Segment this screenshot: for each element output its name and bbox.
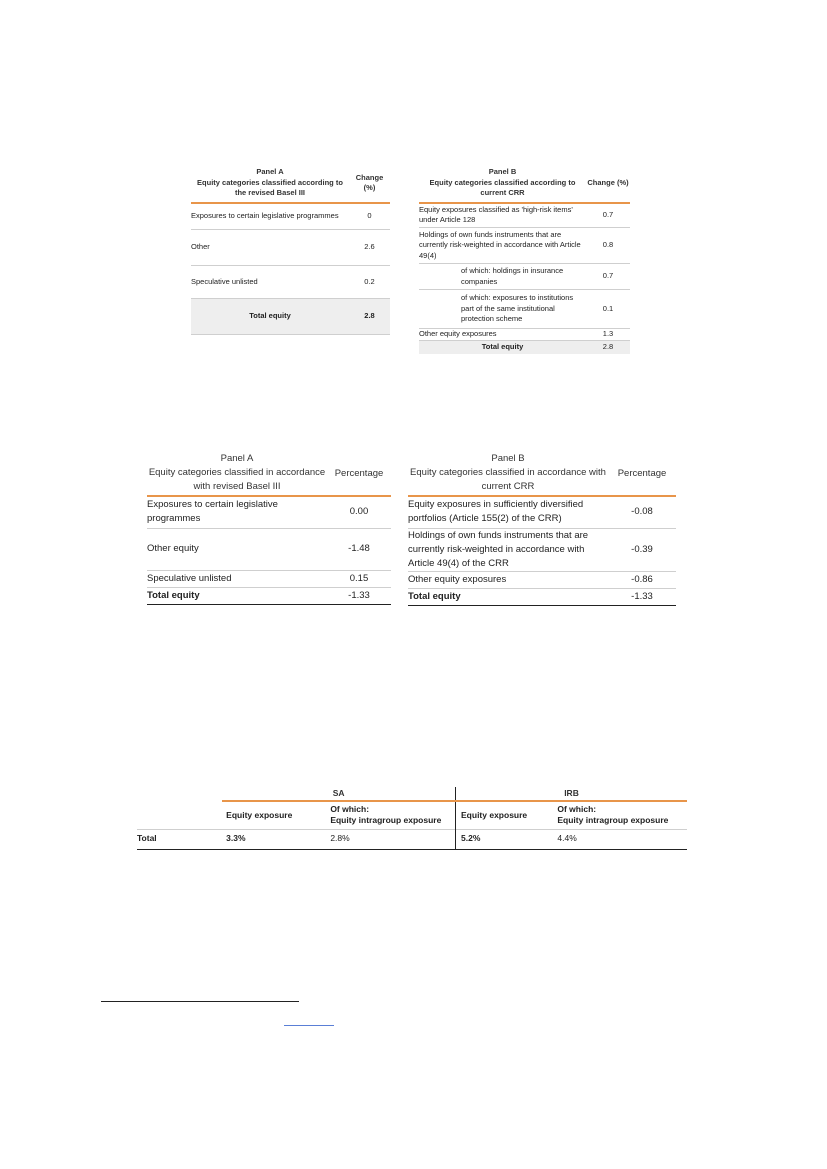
table2-panel-b-total-row [408, 588, 676, 605]
table1-panel-b-row-label: of which: exposures to institutions part of the same institutional protection scheme [419, 290, 586, 329]
table-row [419, 290, 630, 329]
table2-panel-b-title-cell [408, 452, 608, 496]
table3-sa-equity-header: Equity exposure [226, 809, 293, 820]
table1-panel-a-subtitle: Equity categories classified according to the revised Basel III [197, 177, 343, 197]
table2-panel-a-total-row [147, 587, 391, 604]
table-row [191, 203, 390, 230]
table2-panel-a-row-label: Other equity [147, 528, 327, 570]
table3-of-which: Of which: [557, 803, 597, 814]
table1-panel-b-total-value: 2.8 [586, 341, 630, 354]
table1-panel-a-row-label: Exposures to certain legislative programmes [191, 203, 349, 230]
table2-panel-a-row-label: Exposures to certain legislative programmes [147, 496, 327, 528]
table-row [191, 266, 390, 299]
table2-panel-a-total-value: -1.33 [327, 587, 391, 604]
table1-panel-b-change-header: Change (%) [587, 178, 629, 187]
table3-irb-equity-value: 5.2% [456, 829, 558, 849]
table1-panel-b-title-cell [419, 165, 586, 203]
table1-panel-b-row-value: 0.1 [586, 290, 630, 329]
table2-panel-a-subtitle: Equity categories classified in accordance with revised Basel III [148, 467, 326, 492]
table1-panel-a-header [191, 165, 390, 203]
table3-intragroup-label: Equity intragroup exposure [557, 815, 669, 826]
table2-panel-b-total-value: -1.33 [608, 588, 676, 605]
table2-panel-a-row-value: 0.15 [327, 570, 391, 587]
table3-empty-cell [137, 801, 222, 829]
table2-panel-b-row-label: Holdings of own funds instruments that are currently risk-weighted in accordance with Article 49(4) of the CRR [408, 528, 608, 571]
table-row [147, 570, 391, 587]
table-row [408, 528, 676, 571]
table1-panel-b [419, 165, 630, 354]
table1-panel-a-row-label: Speculative unlisted [191, 266, 349, 299]
table1-panel-a-row-value: 2.6 [349, 230, 390, 266]
table-row [419, 228, 630, 264]
table3-irb-intragroup-header [557, 801, 687, 829]
table2-panel-a-title: Panel A [220, 453, 254, 464]
table3-of-which: Of which: [330, 803, 370, 814]
table1-panel-a-total-value: 2.8 [349, 299, 390, 335]
table2-panel-b-title: Panel B [491, 453, 525, 464]
table-row [147, 528, 391, 570]
table3 [137, 787, 687, 850]
table1-panel-b-row-value: 1.3 [586, 329, 630, 341]
table1-panel-b-header [419, 165, 630, 203]
table1-panel-b-total-row [419, 341, 630, 354]
table2-panel-b-pct-header: Percentage [617, 467, 667, 479]
table2-panel-b-row-value: -0.39 [608, 528, 676, 571]
table3-irb-header: IRB [456, 787, 687, 801]
table2-panel-b-row-label: Other equity exposures [408, 571, 608, 588]
table3-sa-intragroup-value: 2.8% [330, 833, 350, 844]
table3-column-header [137, 801, 687, 829]
table3-empty-cell [137, 787, 222, 801]
table1-panel-a-total-row [191, 299, 390, 335]
table1-panel-b-row-value: 0.8 [586, 228, 630, 264]
table1-panel-b-row-value: 0.7 [586, 203, 630, 228]
table2-panel-a-total-label: Total equity [147, 587, 327, 604]
table2-panel-a-pct-header: Percentage [334, 467, 384, 479]
table1-panel-a [191, 165, 390, 335]
table2-panel-b-row-label: Equity exposures in sufficiently diversified portfolios (Article 155(2) of the CRR) [408, 496, 608, 528]
table1-panel-a-title: Panel A [256, 167, 284, 176]
table3-irb-intragroup-value: 4.4% [557, 833, 577, 844]
table2-panel-b-subtitle: Equity categories classified in accordance with current CRR [410, 467, 606, 492]
table1-panel-a-title-cell [191, 165, 349, 203]
table1-panel-b-subtitle: Equity categories classified according to current CRR [429, 177, 576, 197]
table2-panel-b-row-value: -0.08 [608, 496, 676, 528]
table2-panel-b-total-label: Total equity [408, 588, 608, 605]
table1-panel-b-row-label: of which: holdings in insurance companies [419, 264, 586, 290]
table2-panel-a [147, 452, 391, 605]
footnote-separator [101, 1001, 299, 1002]
table1-panel-a-row-value: 0 [349, 203, 390, 230]
table3-sa-header: SA [222, 787, 455, 801]
table-row [419, 264, 630, 290]
table-row [408, 496, 676, 528]
table1-panel-a-change-header: Change (%) [355, 172, 384, 193]
table2-panel-b [408, 452, 676, 606]
table-row [419, 203, 630, 228]
table1-panel-a-row-label: Other [191, 230, 349, 266]
footnote-link[interactable] [284, 1025, 334, 1026]
table1-panel-b-row-label: Other equity exposures [419, 329, 586, 341]
table-row [419, 329, 630, 341]
table2-panel-a-row-value: -1.48 [327, 528, 391, 570]
table2-panel-a-title-cell [147, 452, 327, 496]
table1-panel-b-row-label: Equity exposures classified as 'high-risk items' under Article 128 [419, 203, 586, 228]
table2-panel-a-row-value: 0.00 [327, 496, 391, 528]
table2-panel-a-header [147, 452, 391, 496]
table1-panel-b-row-label: Holdings of own funds instruments that are currently risk-weighted in accordance with Article 49(4) [419, 228, 586, 264]
table1-panel-b-total-label: Total equity [419, 341, 586, 354]
table1-panel-a-row-value: 0.2 [349, 266, 390, 299]
table-row [408, 571, 676, 588]
table3-group-header [137, 787, 687, 801]
table-row [191, 230, 390, 266]
table2-panel-b-header [408, 452, 676, 496]
table2-panel-a-row-label: Speculative unlisted [147, 570, 327, 587]
table3-irb-equity-header: Equity exposure [456, 801, 558, 829]
table1-panel-b-row-value: 0.7 [586, 264, 630, 290]
table3-total-row [137, 829, 687, 849]
table2-panel-b-row-value: -0.86 [608, 571, 676, 588]
table3-intragroup-label: Equity intragroup exposure [330, 815, 442, 826]
table-row [147, 496, 391, 528]
table3-sa-equity-value: 3.3% [226, 833, 246, 844]
table1-panel-b-title: Panel B [488, 167, 517, 176]
table1-panel-a-total-label: Total equity [191, 299, 349, 335]
table3-sa-intragroup-header [330, 801, 455, 829]
table3-total-label: Total [137, 833, 157, 844]
